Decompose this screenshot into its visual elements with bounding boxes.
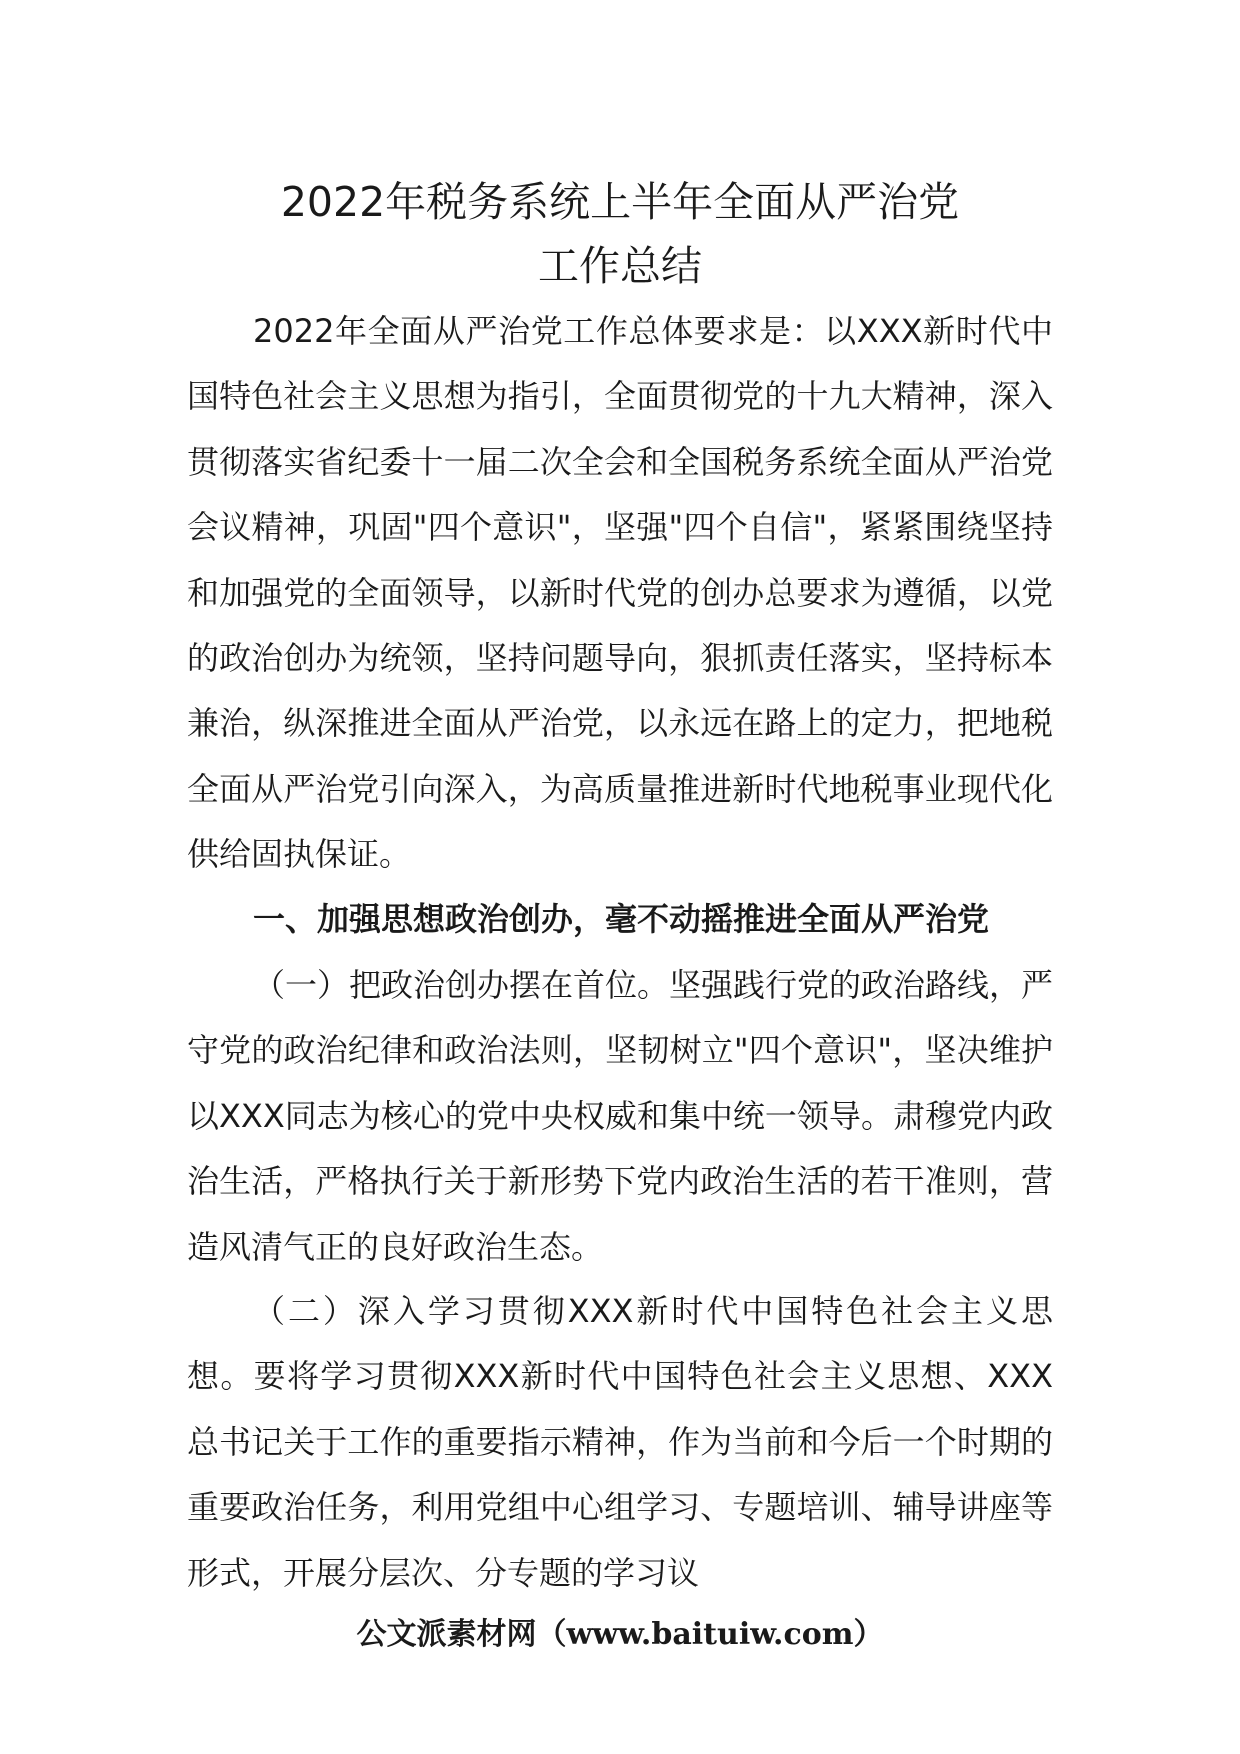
paragraph-subsection-1: （一）把政治创办摆在首位。坚强践行党的政治路线，严守党的政治纪律和政治法则，坚韧树立"四个意识"，坚决维护以XXX同志为核心的党中央权威和集中统一领导。肃穆党内政治生活，严格执行关于新形势下党内政治生活的若干准则，营造风清气正的良好政治生态。 [187, 966, 1054, 1266]
document-title-line-1: 2022年税务系统上半年全面从严治党 [280, 178, 960, 226]
document-title-line-2: 工作总结 [538, 242, 702, 290]
paragraph-subsection-2: （二）深入学习贯彻XXX新时代中国特色社会主义思想。要将学习贯彻XXX新时代中国特色社会主义思想、XXX总书记关于工作的重要指示精神，作为当前和今后一个时期的重要政治任务，利用党组中心组学习、专题培训、辅导讲座等形式，开展分层次、分专题的学习议 [187, 1292, 1053, 1592]
footer-watermark: 公文派素材网（www.baituiw.com） [356, 1617, 884, 1652]
section-heading-1: 一、加强思想政治创办，毫不动摇推进全面从严治党 [253, 900, 990, 938]
paragraph-intro: 2022年全面从严治党工作总体要求是：以XXX新时代中国特色社会主义思想为指引，全面贯彻党的十九大精神，深入贯彻落实省纪委十一届二次全会和全国税务系统全面从严治党会议精神，巩固"四个意识"，坚强"四个自信"，紧紧围绕坚持和加强党的全面领导，以新时代党的创办总要求为遵循，以党的政治创办为统领，坚持问题导向，狠抓责任落实，坚持标本兼治，纵深推进全面从严治党，以永远在路上的定力，把地税全面从严治党引向深入，为高质量推进新时代地税事业现代化供给固执保证。 [187, 312, 1053, 874]
